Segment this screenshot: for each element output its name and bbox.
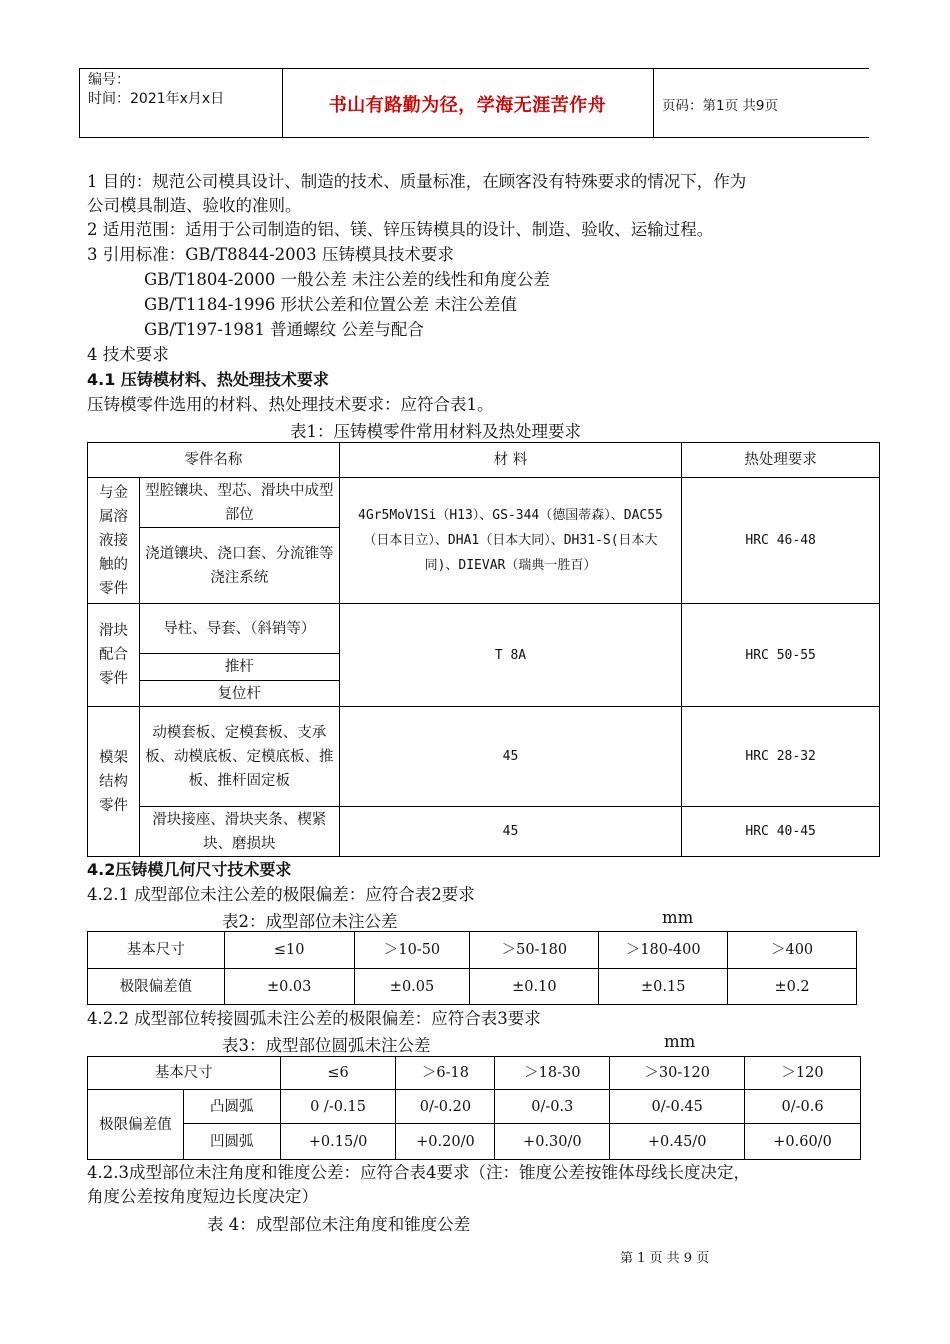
paragraph-tolerance: 4.2.1 成型部位未注公差的极限偏差：应符合表2要求 <box>87 885 475 904</box>
table2-caption: 表2：成型部位未注公差 <box>222 912 398 931</box>
part-name: 推杆 <box>139 654 339 681</box>
tolerance-table <box>87 931 857 1005</box>
table-cell: ≤6 <box>280 1057 396 1090</box>
part-group: 模架结构零件 <box>88 707 140 857</box>
part-name: 导柱、导套、（斜销等） <box>139 604 339 654</box>
part-group: 滑块配合零件 <box>88 604 140 707</box>
paragraph-standards: 3 引用标准：GB/T8844-2003 压铸模具技术要求 <box>87 245 454 264</box>
part-name: 型腔镶块、型芯、滑块中成型部位 <box>139 478 339 528</box>
heat-treatment-cell: HRC 46-48 <box>682 478 880 604</box>
document-number-label: 编号： <box>88 72 130 88</box>
paragraph-angle-tolerance: 4.2.3成型部位未注角度和锥度公差：应符合表4要求（注：锥度公差按锥体母线长度决定， <box>87 1163 750 1182</box>
table-cell: ＞50-180 <box>470 932 599 969</box>
material-table <box>87 442 880 857</box>
material-cell: 45 <box>339 807 682 857</box>
header-motto: 书山有路勤为径，学海无涯苦作舟 <box>328 95 607 116</box>
table-header: 材 料 <box>339 443 682 478</box>
document-header <box>79 68 869 138</box>
subsection-heading: 4.1 压铸模材料、热处理技术要求 <box>87 370 329 389</box>
standard-item: GB/T1804-2000 一般公差 未注公差的线性和角度公差 <box>144 270 550 289</box>
part-name: 动模套板、定模套板、支承板、动模底板、定模底板、推板、推杆固定板 <box>139 707 339 807</box>
table3-caption: 表3：成型部位圆弧未注公差 <box>222 1036 431 1055</box>
table-cell: ±0.15 <box>599 969 728 1005</box>
part-name: 浇道镶块、浇口套、分流锥等浇注系统 <box>139 528 339 604</box>
table-cell: +0.15/0 <box>280 1124 396 1160</box>
table-cell: ±0.2 <box>728 969 857 1005</box>
table2-unit: mm <box>662 908 694 927</box>
paragraph-angle-tolerance-cont: 角度公差按角度短边长度决定） <box>87 1187 318 1206</box>
table-cell: ＞18-30 <box>495 1057 610 1090</box>
table-cell: +0.60/0 <box>745 1124 861 1160</box>
paragraph-material-requirement: 压铸模零件选用的材料、热处理技术要求：应符合表1。 <box>87 395 494 414</box>
material-cell: T 8A <box>339 604 682 707</box>
table-header: 零件名称 <box>88 443 340 478</box>
header-divider <box>653 69 654 137</box>
paragraph-arc-tolerance: 4.2.2 成型部位转接圆弧未注公差的极限偏差：应符合表3要求 <box>87 1009 541 1028</box>
table-cell: ＞120 <box>745 1057 861 1090</box>
table-cell: ＞180-400 <box>599 932 728 969</box>
paragraph-purpose: 1 目的：规范公司模具设计、制造的技术、质量标准，在顾客没有特殊要求的情况下，作为 <box>87 172 747 191</box>
table-cell: 极限偏差值 <box>88 969 225 1005</box>
table-cell: 基本尺寸 <box>88 1057 281 1090</box>
table-cell: +0.45/0 <box>610 1124 745 1160</box>
table4-caption: 表 4：成型部位未注角度和锥度公差 <box>207 1215 471 1234</box>
table-cell: 基本尺寸 <box>88 932 225 969</box>
standard-item: GB/T197-1981 普通螺纹 公差与配合 <box>144 320 424 339</box>
table-cell: 0/-0.20 <box>396 1090 495 1124</box>
table-cell: +0.30/0 <box>495 1124 610 1160</box>
table-cell: ＞400 <box>728 932 857 969</box>
page-footer: 第 1 页 共 9 页 <box>620 1251 710 1266</box>
subsection-heading: 4.2压铸模几何尺寸技术要求 <box>87 860 292 879</box>
paragraph-purpose-cont: 公司模具制造、验收的准则。 <box>87 196 302 215</box>
table-cell: 极限偏差值 <box>88 1090 184 1160</box>
table-cell: 0/-0.3 <box>495 1090 610 1124</box>
table-cell: ±0.03 <box>224 969 354 1005</box>
standard-item: GB/T1184-1996 形状公差和位置公差 未注公差值 <box>144 295 517 314</box>
document-date: 时间：2021年x月x日 <box>88 91 225 107</box>
header-divider <box>79 69 80 137</box>
table-cell: ±0.05 <box>354 969 470 1005</box>
material-cell: 45 <box>339 707 682 807</box>
table-header: 热处理要求 <box>682 443 880 478</box>
table-cell: +0.20/0 <box>396 1124 495 1160</box>
table-cell: ±0.10 <box>470 969 599 1005</box>
material-cell: 4Gr5MoV1Si（H13）、GS-344（德国蒂森）、DAC55（日本日立）、DHA1（日本大同）、DH31-S(日本大同)、DIEVAR（瑞典一胜百） <box>339 478 682 604</box>
header-meta <box>88 71 224 109</box>
table-cell: 0/-0.45 <box>610 1090 745 1124</box>
table-cell: 0 /-0.15 <box>280 1090 396 1124</box>
heat-treatment-cell: HRC 50-55 <box>682 604 880 707</box>
section-heading: 4 技术要求 <box>87 345 169 364</box>
table-cell: ＞30-120 <box>610 1057 745 1090</box>
table-cell: 凸圆弧 <box>183 1090 280 1124</box>
part-group: 与金属溶液接触的零件 <box>88 478 140 604</box>
header-page-number: 页码：第1页 共9页 <box>662 98 778 114</box>
arc-tolerance-table <box>87 1056 861 1160</box>
table-cell: ＞6-18 <box>396 1057 495 1090</box>
heat-treatment-cell: HRC 40-45 <box>682 807 880 857</box>
heat-treatment-cell: HRC 28-32 <box>682 707 880 807</box>
table-cell: ≤10 <box>224 932 354 969</box>
part-name: 滑块接座、滑块夹条、楔紧块、磨损块 <box>139 807 339 857</box>
table-cell: 0/-0.6 <box>745 1090 861 1124</box>
table-cell: 凹圆弧 <box>183 1124 280 1160</box>
part-name: 复位杆 <box>139 681 339 707</box>
table-cell: ＞10-50 <box>354 932 470 969</box>
table1-caption: 表1：压铸模零件常用材料及热处理要求 <box>290 422 581 441</box>
table3-unit: mm <box>664 1032 696 1051</box>
paragraph-scope: 2 适用范围：适用于公司制造的铝、镁、锌压铸模具的设计、制造、验收、运输过程。 <box>87 220 714 239</box>
